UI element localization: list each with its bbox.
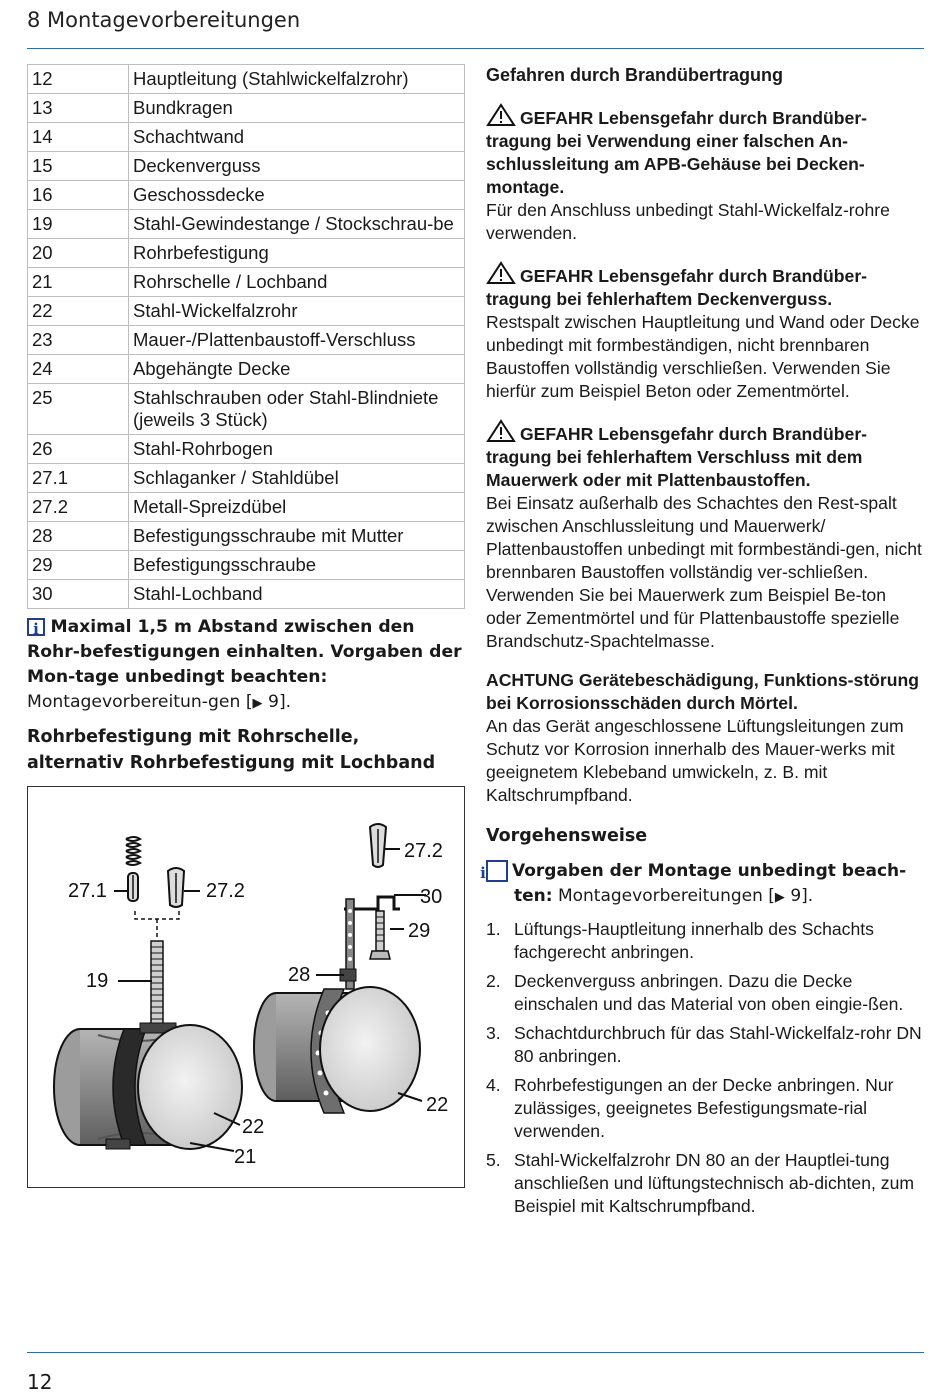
figure-label-27-2-left: 27.2: [206, 880, 245, 902]
table-row: [28, 268, 465, 297]
step-item: 4. Rohrbefestigungen an der Decke anbringen. Nur zulässiges, geeignetes Befestigungsmate-rial verwenden.: [486, 1075, 894, 1141]
pipe-right: [254, 969, 420, 1113]
part-number: 24: [28, 355, 129, 384]
part-label: Rohrschelle / Lochband: [129, 268, 465, 297]
part-number: 26: [28, 435, 129, 464]
table-row: [28, 551, 465, 580]
step-item: 2. Deckenverguss anbringen. Dazu die Decke einschalen und das Material von oben eingie-ßen.: [486, 971, 904, 1014]
figure-label-22-right: 22: [426, 1094, 449, 1116]
warning-1-title: GEFAHR Lebensgefahr durch Brandüber-tragung bei Verwendung einer falschen An-schlussleitung am APB-Gehäuse bei Decken-montage.: [486, 108, 868, 197]
warning-3-text-2: Verwenden Sie bei Mauerwerk zum Beispiel Be-ton oder Zementmörtel und für Plattenbaustoffe spezielle Brandschutz-Spachtelmasse.: [486, 585, 900, 651]
table-row: [28, 326, 465, 355]
part-label: Befestigungsschraube mit Mutter: [129, 522, 465, 551]
procedure-heading: Vorgehensweise: [486, 826, 648, 846]
info-icon: i: [27, 618, 45, 636]
part-label: Bundkragen: [129, 94, 465, 123]
part-label: Stahl-Lochband: [129, 580, 465, 609]
info-note-link[interactable]: Montagevorbereitun-gen [▶ 9].: [27, 692, 292, 712]
figure-label-28: 28: [288, 964, 311, 986]
step-item: 3. Schachtdurchbruch für das Stahl-Wickelfalz-rohr DN 80 anbringen.: [486, 1023, 922, 1066]
figure-heading: Rohrbefestigung mit Rohrschelle, alternativ Rohrbefestigung mit Lochband: [27, 727, 436, 773]
table-row: [28, 384, 465, 435]
warning-triangle-icon: [486, 103, 516, 127]
part-label: Befestigungsschraube: [129, 551, 465, 580]
table-row: [28, 94, 465, 123]
screw-29: [370, 911, 390, 959]
procedure-steps: [486, 918, 924, 1218]
part-number: 25: [28, 384, 129, 435]
table-row: [28, 522, 465, 551]
part-label: Metall-Spreizdübel: [129, 493, 465, 522]
warning-2: [486, 261, 924, 403]
table-row: [28, 152, 465, 181]
table-row: [28, 464, 465, 493]
warning-3: [486, 419, 924, 653]
part-number: 20: [28, 239, 129, 268]
warning-1: [486, 103, 924, 245]
attention-notice: [486, 669, 924, 807]
warning-2-text: Restspalt zwischen Hauptleitung und Wand oder Decke unbedingt mit formbeständigen, nicht brennbaren Baustoffen vollständig verschließen. Verwenden Sie hierfür zum Beispiel Beton oder Zementmörtel.: [486, 312, 920, 401]
part-number: 16: [28, 181, 129, 210]
chapter-header: 8 Montagevorbereitungen: [27, 8, 301, 32]
info-note-bold: Maximal 1,5 m Abstand zwischen den Rohr-befestigungen einhalten. Vorgaben der Mon-tage unbedingt beachten:: [27, 617, 462, 687]
part-label: Stahl-Gewindestange / Stockschrau-be: [129, 210, 465, 239]
attention-text: An das Gerät angeschlossene Lüftungsleitungen zum Schutz vor Korrosion innerhalb des Mauer-werks mit geeignetem Klebeband umwickeln, z. B. mit Kaltschrumpfband.: [486, 716, 904, 805]
figure-label-29: 29: [408, 920, 431, 942]
warning-3-text-1: Bei Einsatz außerhalb des Schachtes den Rest-spalt zwischen Anschlussleitung und Mauerwerk/ Plattenbaustoffen unbedingt mit formbeständi-gen, nicht brennbaren Baustoffen vollständig ver-schließen.: [486, 493, 922, 582]
page-ref-arrow-icon: ▶: [252, 696, 263, 711]
parts-table: [27, 64, 465, 609]
part-number: 22: [28, 297, 129, 326]
figure-label-21: 21: [234, 1146, 257, 1168]
step-item: 1. Lüftungs-Hauptleitung innerhalb des Schachts fachgerecht anbringen.: [486, 919, 874, 962]
procedure-note: [480, 859, 924, 910]
figure-label-19: 19: [86, 970, 109, 992]
table-row: [28, 181, 465, 210]
warning-3-title: GEFAHR Lebensgefahr durch Brandüber-tragung bei fehlerhaftem Verschluss mit dem Mauerwerk oder mit Plattenbaustoffen.: [486, 424, 868, 490]
left-column: [27, 64, 467, 1188]
warning-triangle-icon: [486, 261, 516, 285]
header-rule: [27, 48, 924, 49]
mounting-figure: [27, 786, 465, 1188]
part-number: 29: [28, 551, 129, 580]
part-label: Stahlschrauben oder Stahl-Blindniete (jeweils 3 Stück): [129, 384, 465, 435]
figure-label-27-1: 27.1: [68, 880, 107, 902]
part-label: Geschossdecke: [129, 181, 465, 210]
anchor-dashed-link: [135, 911, 179, 919]
part-number: 13: [28, 94, 129, 123]
part-number: 30: [28, 580, 129, 609]
footer-rule: [27, 1352, 924, 1353]
part-number: 12: [28, 65, 129, 94]
anchor-27-2-left: [168, 868, 184, 907]
table-row: [28, 239, 465, 268]
warning-2-title: GEFAHR Lebensgefahr durch Brandüber-tragung bei fehlerhaftem Deckenverguss.: [486, 266, 868, 309]
table-row: [28, 297, 465, 326]
part-number: 27.2: [28, 493, 129, 522]
step-item: 5. Stahl-Wickelfalzrohr DN 80 an der Hauptlei-tung anschließen und lüftungstechnisch ab-dichten, zum Beispiel mit Kaltschrumpfband.: [486, 1150, 915, 1216]
table-row: [28, 493, 465, 522]
part-number: 23: [28, 326, 129, 355]
figure-label-30: 30: [420, 886, 443, 908]
page-ref-arrow-icon: ▶: [774, 890, 785, 905]
table-row: [28, 435, 465, 464]
info-icon: i: [486, 860, 508, 882]
attention-title: ACHTUNG Gerätebeschädigung, Funktions-störung bei Korrosionsschäden durch Mörtel.: [486, 670, 920, 713]
page-number: 12: [27, 1370, 53, 1394]
part-number: 15: [28, 152, 129, 181]
part-label: Abgehängte Decke: [129, 355, 465, 384]
part-label: Stahl-Rohrbogen: [129, 435, 465, 464]
table-row: [28, 355, 465, 384]
table-row: [28, 123, 465, 152]
anchor-27-2-right: [370, 824, 386, 867]
part-label: Rohrbefestigung: [129, 239, 465, 268]
part-number: 28: [28, 522, 129, 551]
part-label: Hauptleitung (Stahlwickelfalzrohr): [129, 65, 465, 94]
part-label: Stahl-Wickelfalzrohr: [129, 297, 465, 326]
info-note: [27, 615, 467, 716]
table-row: [28, 210, 465, 239]
warning-1-text: Für den Anschluss unbedingt Stahl-Wickelfalz-rohre verwenden.: [486, 200, 890, 243]
mounting-illustration: [28, 787, 466, 1189]
part-number: 27.1: [28, 464, 129, 493]
part-label: Schlaganker / Stahldübel: [129, 464, 465, 493]
part-number: 19: [28, 210, 129, 239]
part-label: Schachtwand: [129, 123, 465, 152]
figure-label-22-left: 22: [242, 1116, 265, 1138]
warning-triangle-icon: [486, 419, 516, 443]
part-label: Mauer-/Plattenbaustoff-Verschluss: [129, 326, 465, 355]
part-number: 14: [28, 123, 129, 152]
part-label: Deckenverguss: [129, 152, 465, 181]
anchor-27-1: [126, 837, 140, 901]
part-number: 21: [28, 268, 129, 297]
table-row: [28, 65, 465, 94]
section-heading-fire: Gefahren durch Brandübertragung: [486, 65, 784, 85]
procedure-note-link[interactable]: Montagevorbereitungen [▶ 9].: [557, 886, 814, 906]
pipe-left: [54, 1023, 242, 1149]
figure-label-27-2-right: 27.2: [404, 840, 443, 862]
procedure-note-bold: Vorgaben der Montage unbedingt beach-ten:: [512, 861, 907, 906]
table-row: [28, 580, 465, 609]
right-column: [480, 64, 924, 1224]
